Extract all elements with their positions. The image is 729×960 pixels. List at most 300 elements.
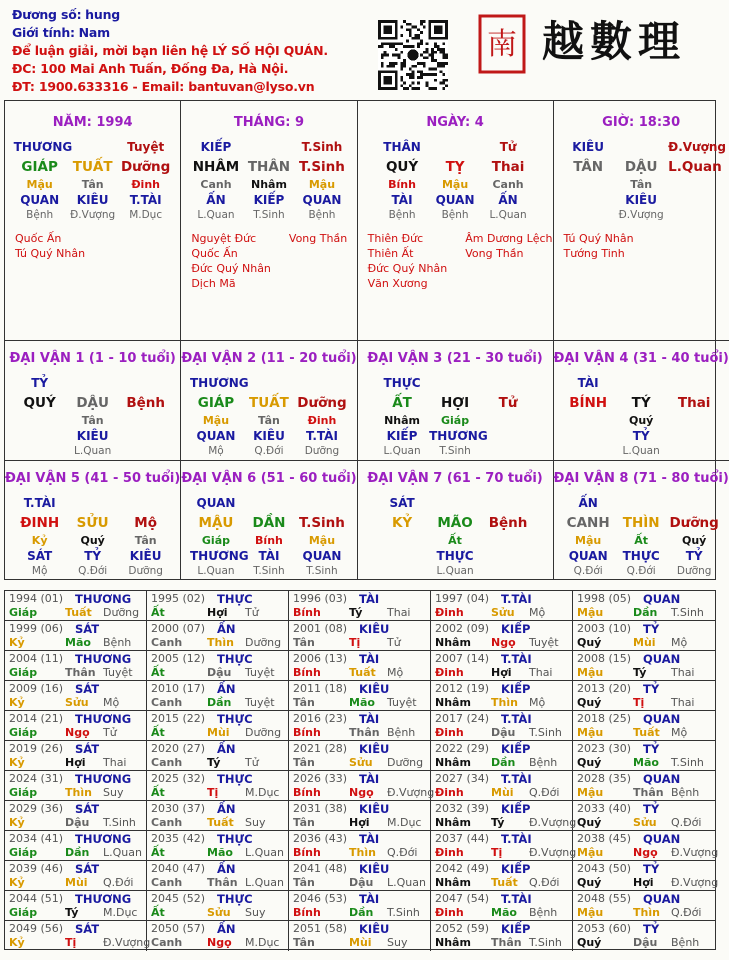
year-stage: Mộ xyxy=(529,696,546,709)
year-label: 2042 (49) xyxy=(435,862,490,875)
stem-branch-row-cell: TÂN xyxy=(573,159,604,175)
year-cell xyxy=(5,891,147,921)
dai-van-stem-row-cell: ẤT xyxy=(392,395,412,411)
year-cell xyxy=(147,861,289,891)
dai-van-stem-row-cell: SỬU xyxy=(76,515,109,531)
dai-van-stem-row-cell: TÝ xyxy=(631,395,651,411)
dai-van-hidden-god-row-cell: KIÊU xyxy=(76,428,109,443)
dai-van-stage-row-cell: Q.Đới xyxy=(78,565,108,577)
dai-van-god-row-cell: SÁT xyxy=(389,496,415,510)
year-branch: Tị xyxy=(349,636,361,649)
hidden-stem-row xyxy=(14,177,172,192)
stage-row-cell: T.Sinh xyxy=(253,209,285,221)
stem-branch-row-cell: THÂN xyxy=(247,159,291,175)
stem-branch-row-cell: QUÝ xyxy=(385,159,419,175)
dai-van-hidden-row-cell: Mậu xyxy=(575,534,602,547)
brand-logo xyxy=(478,6,708,76)
year-stage: Thai xyxy=(671,696,695,709)
dai-van-stem-row-cell: BÍNH xyxy=(569,395,608,411)
dai-van-stage-row-cell: T.Sinh xyxy=(253,565,285,577)
stem-branch-row xyxy=(376,157,534,177)
year-god: T.TÀI xyxy=(501,652,532,666)
year-label: 2049 (56) xyxy=(9,922,64,935)
year-stage: Bệnh xyxy=(671,786,700,799)
year-label: 2045 (52) xyxy=(151,892,206,905)
year-cell xyxy=(5,621,147,651)
star-item: Vong Thần xyxy=(465,247,524,260)
year-branch: Sửu xyxy=(633,816,657,829)
header-info xyxy=(12,6,352,96)
hidden-god-row-cell: KIÊU xyxy=(625,192,658,207)
dai-van-stem-row-cell: QUÝ xyxy=(23,395,56,411)
year-branch: Mão xyxy=(207,846,233,859)
dai-van-stem-row-cell: HỢI xyxy=(441,395,470,411)
year-label: 2046 (53) xyxy=(293,892,348,905)
hidden-stem-row xyxy=(190,177,348,192)
dai-van-god-row xyxy=(562,493,720,513)
ten-god-row-cell: THƯƠNG xyxy=(13,140,73,154)
stem-branch-row xyxy=(190,157,348,177)
dai-van-stem-row xyxy=(562,393,720,413)
dai-van-hidden-god-row xyxy=(190,428,348,443)
dai-van-hidden-god-row xyxy=(562,548,720,563)
year-stem: Mậu xyxy=(577,666,604,679)
year-label: 2011 (18) xyxy=(293,682,348,695)
year-god: THỰC xyxy=(217,832,253,846)
year-label: 2004 (11) xyxy=(9,652,64,665)
year-label: 1999 (06) xyxy=(9,622,64,635)
year-stem: Bính xyxy=(293,726,321,739)
year-god: THỰC xyxy=(217,592,253,606)
year-stage: T.Sinh xyxy=(671,606,704,619)
dai-van-stem-row-cell: Tử xyxy=(498,395,518,411)
dai-van-hidden-god-row xyxy=(190,548,348,563)
year-stem: Nhâm xyxy=(435,816,471,829)
year-label: 2029 (36) xyxy=(9,802,64,815)
year-branch: Thìn xyxy=(207,636,234,649)
year-stage: Đ.Vượng xyxy=(671,876,719,889)
year-stage: Q.Đới xyxy=(529,786,560,799)
year-god: KIẾP xyxy=(501,862,531,876)
dai-van-stage-row-cell: Q.Đới xyxy=(254,445,284,457)
dai-van-hidden-god-row-cell: KIÊU xyxy=(253,428,285,443)
hidden-god-row-cell: ẤN xyxy=(498,192,518,207)
dai-van-stage-row-cell: Dưỡng xyxy=(128,565,163,577)
hidden-stem-row xyxy=(376,177,534,192)
year-god: TỶ xyxy=(643,802,660,816)
stage-row xyxy=(376,207,534,223)
year-cell xyxy=(431,591,573,621)
dai-van-1 xyxy=(5,341,181,461)
year-cell xyxy=(289,621,431,651)
year-god: T.TÀI xyxy=(501,772,532,786)
year-god: QUAN xyxy=(643,892,681,906)
year-stem: Kỷ xyxy=(9,876,25,889)
year-stem: Kỷ xyxy=(9,936,25,949)
year-label: 2008 (15) xyxy=(577,652,632,665)
dai-van-hidden-god-row xyxy=(14,548,172,563)
year-stem: Canh xyxy=(151,696,183,709)
year-label: 1998 (05) xyxy=(577,592,632,605)
year-stem: Bính xyxy=(293,666,321,679)
dai-van-hidden-god-row-cell: THỰC xyxy=(436,548,474,563)
year-stage: Tử xyxy=(387,636,401,649)
year-stem: Mậu xyxy=(577,846,604,859)
year-cell xyxy=(573,771,715,801)
year-stage: Mộ xyxy=(529,606,546,619)
year-god: KIẾP xyxy=(501,922,531,936)
dai-van-stem-row-cell: DẬU xyxy=(76,395,109,411)
year-stage: Q.Đới xyxy=(671,816,702,829)
year-branch: Thân xyxy=(491,936,522,949)
owner-value: hung xyxy=(85,7,121,22)
stage-row-cell: L.Quan xyxy=(489,209,527,221)
year-label: 2035 (42) xyxy=(151,832,206,845)
year-branch: Hợi xyxy=(207,606,228,619)
dai-van-god-row xyxy=(190,373,348,393)
pillar-3 xyxy=(358,101,554,341)
dai-van-god-row-cell: THỰC xyxy=(383,376,421,390)
year-label: 2014 (21) xyxy=(9,712,64,725)
dai-van-stage-row xyxy=(562,443,720,459)
stem-branch-row-cell: Dưỡng xyxy=(120,159,171,175)
year-branch: Thân xyxy=(207,876,238,889)
year-cell xyxy=(147,891,289,921)
year-stem: Quý xyxy=(577,816,602,829)
phone-email-line: ĐT: 1900.633316 - Email: bantuvan@lyso.vn xyxy=(12,79,315,94)
year-stem: Kỷ xyxy=(9,636,25,649)
year-stage: Thai xyxy=(103,756,127,769)
year-label: 1997 (04) xyxy=(435,592,490,605)
dai-van-god-row-cell: T.TÀI xyxy=(23,496,56,510)
dai-van-hidden-row-cell: Bính xyxy=(255,534,283,547)
year-stem: Ất xyxy=(151,606,165,619)
star-item: Quốc Ấn xyxy=(191,247,238,260)
dai-van-god-row xyxy=(376,493,534,513)
hidden-god-row xyxy=(376,192,534,207)
year-cell xyxy=(289,681,431,711)
dai-van-stem-row-cell: Thai xyxy=(677,395,711,411)
stem-branch-row-cell: Thai xyxy=(491,159,525,175)
year-label: 2021 (28) xyxy=(293,742,348,755)
year-god: ẤN xyxy=(217,922,236,936)
star-list xyxy=(358,231,553,291)
year-god: THỰC xyxy=(217,892,253,906)
dai-van-hidden-god-row xyxy=(14,428,172,443)
year-stem: Tân xyxy=(293,816,315,829)
stage-row-cell: Đ.Vượng xyxy=(70,209,116,221)
year-stage: Suy xyxy=(103,786,124,799)
year-stem: Kỷ xyxy=(9,696,25,709)
year-label: 2041 (48) xyxy=(293,862,348,875)
dai-van-rows xyxy=(376,373,534,459)
year-cell xyxy=(431,801,577,831)
dai-van-title: ĐẠI VẬN 4 (31 - 40 tuổi) xyxy=(553,351,729,366)
year-stage: L.Quan xyxy=(387,876,426,889)
year-stem: Canh xyxy=(151,636,183,649)
year-god: THƯƠNG xyxy=(75,892,132,906)
dai-van-2 xyxy=(181,341,357,461)
year-branch: Dậu xyxy=(633,936,658,949)
dai-van-rows xyxy=(562,493,720,579)
year-branch: Sửu xyxy=(349,756,373,769)
year-cell xyxy=(147,621,289,651)
dai-van-stem-row-cell: Mộ xyxy=(134,515,158,531)
dai-van-rows xyxy=(14,373,172,459)
dai-van-stage-row-cell: Dưỡng xyxy=(304,445,340,457)
year-stem: Mậu xyxy=(577,606,604,619)
year-label: 2018 (25) xyxy=(577,712,632,725)
pillar-1 xyxy=(5,101,181,341)
dai-van-stem-row-cell: Dưỡng xyxy=(297,395,347,411)
year-god: KIÊU xyxy=(359,862,390,876)
year-label: 2003 (10) xyxy=(577,622,632,635)
dai-van-rows xyxy=(14,493,172,579)
year-label: 1994 (01) xyxy=(9,592,64,605)
year-label: 2012 (19) xyxy=(435,682,490,695)
year-branch: Sửu xyxy=(207,906,231,919)
hidden-god-row-cell: QUAN xyxy=(435,192,475,207)
year-stem: Ất xyxy=(151,666,165,679)
hidden-god-row xyxy=(190,192,348,207)
year-god: TỶ xyxy=(643,862,660,876)
hidden-stem-row-cell: Tân xyxy=(81,178,104,191)
year-stem: Nhâm xyxy=(435,936,471,949)
dai-van-hidden-row-cell: Quý xyxy=(681,534,707,547)
ten-god-row xyxy=(14,137,172,157)
year-stage: Bệnh xyxy=(529,906,558,919)
year-god: T.TÀI xyxy=(501,832,532,846)
year-label: 2017 (24) xyxy=(435,712,490,725)
year-god: TỶ xyxy=(643,622,660,636)
year-god: SÁT xyxy=(75,742,100,756)
year-cell xyxy=(573,921,715,951)
year-stem: Đinh xyxy=(435,786,464,799)
year-god: KIÊU xyxy=(359,622,390,636)
year-cell xyxy=(147,921,289,951)
star-column xyxy=(15,231,85,261)
year-stage: Q.Đới xyxy=(671,906,702,919)
year-god: QUAN xyxy=(643,712,681,726)
year-stem: Bính xyxy=(293,786,321,799)
pillar-title: NGÀY: 4 xyxy=(426,115,484,130)
hidden-stem-row xyxy=(562,177,720,192)
dai-van-stage-row-cell: L.Quan xyxy=(622,445,660,457)
dai-van-hidden-row-cell: Tân xyxy=(258,414,280,427)
year-branch: Tị xyxy=(491,846,503,859)
qr-code-icon[interactable] xyxy=(378,20,448,90)
year-label: 2031 (38) xyxy=(293,802,348,815)
year-stage: Q.Đới xyxy=(387,846,418,859)
dai-van-hidden-row-cell: Mậu xyxy=(308,534,336,547)
year-god: KIẾP xyxy=(501,682,531,696)
hidden-god-row-cell: QUAN xyxy=(302,192,342,207)
year-label: 2013 (20) xyxy=(577,682,632,695)
year-branch: Tý xyxy=(491,816,505,829)
stem-branch-row-cell: NHÂM xyxy=(192,159,240,175)
year-god: THỰC xyxy=(217,652,253,666)
year-stem: Canh xyxy=(151,936,183,949)
year-god: QUAN xyxy=(643,592,681,606)
year-branch: Tý xyxy=(65,906,79,919)
year-label: 2040 (47) xyxy=(151,862,206,875)
dai-van-hidden-row xyxy=(376,533,534,548)
year-stage: Đ.Vượng xyxy=(671,846,719,859)
year-label: 2028 (35) xyxy=(577,772,632,785)
year-cell xyxy=(5,681,147,711)
year-cell xyxy=(573,651,715,681)
year-stem: Quý xyxy=(577,936,602,949)
year-label: 2037 (44) xyxy=(435,832,490,845)
year-branch: Mão xyxy=(633,756,659,769)
year-stem: Đinh xyxy=(435,606,464,619)
year-branch: Tý xyxy=(207,756,221,769)
dai-van-hidden-row-cell: Quý xyxy=(628,414,654,427)
year-label: 2000 (07) xyxy=(151,622,206,635)
year-label: 2036 (43) xyxy=(293,832,348,845)
year-cell xyxy=(5,591,147,621)
dai-van-stem-row xyxy=(14,513,172,533)
year-stage: L.Quan xyxy=(245,876,284,889)
star-column xyxy=(368,231,448,291)
dai-van-stem-row-cell: Bệnh xyxy=(126,395,165,411)
year-stem: Đinh xyxy=(435,846,464,859)
year-label: 2016 (23) xyxy=(293,712,348,725)
dai-van-title: ĐẠI VẬN 7 (61 - 70 tuổi) xyxy=(367,471,543,486)
dai-van-stem-row-cell: KỶ xyxy=(391,515,413,531)
dai-van-hidden-god-row-cell: QUAN xyxy=(196,428,236,443)
year-cell xyxy=(573,681,715,711)
dai-van-hidden-row-cell: Đinh xyxy=(307,414,337,427)
year-stage: Suy xyxy=(245,906,266,919)
dai-van-hidden-row-cell: Giáp xyxy=(201,534,231,547)
year-stage: Đ.Vượng xyxy=(103,936,151,949)
year-cell xyxy=(573,861,719,891)
year-stage: M.Dục xyxy=(245,936,280,949)
year-stage: Tuyệt xyxy=(103,666,133,679)
year-cell xyxy=(573,621,715,651)
dai-van-stage-row-cell: Mộ xyxy=(31,565,48,577)
dai-van-hidden-god-row-cell: THƯƠNG xyxy=(429,428,488,443)
dai-van-god-row-cell: ẤN xyxy=(578,496,598,510)
year-branch: Mùi xyxy=(491,786,514,799)
year-cell xyxy=(289,891,431,921)
year-stage: Đ.Vượng xyxy=(529,816,577,829)
year-stage: Tuyệt xyxy=(245,666,275,679)
year-stage: Tử xyxy=(245,756,259,769)
dai-van-3 xyxy=(358,341,554,461)
year-cell xyxy=(573,711,715,741)
year-cell xyxy=(147,711,289,741)
dai-van-stem-row xyxy=(376,513,534,533)
year-stage: Mộ xyxy=(103,696,120,709)
hidden-god-row-cell: QUAN xyxy=(20,192,60,207)
year-stem: Nhâm xyxy=(435,696,471,709)
year-stem: Ất xyxy=(151,726,165,739)
pillar-4 xyxy=(554,101,729,341)
year-god: ẤN xyxy=(217,742,236,756)
hidden-god-row-cell: TÀI xyxy=(391,192,413,207)
year-god: TÀI xyxy=(359,652,380,666)
dai-van-stem-row-cell: DẦN xyxy=(252,515,286,531)
year-stem: Mậu xyxy=(577,726,604,739)
hidden-god-row xyxy=(562,192,720,207)
year-cell xyxy=(5,651,147,681)
dai-van-god-row-cell: QUAN xyxy=(196,496,236,510)
year-stage: Dưỡng xyxy=(245,726,282,739)
year-label: 2010 (17) xyxy=(151,682,206,695)
year-label: 2034 (41) xyxy=(9,832,64,845)
year-god: ẤN xyxy=(217,622,236,636)
year-branch: Dậu xyxy=(65,816,90,829)
dai-van-stem-row xyxy=(562,513,720,533)
year-stage: Q.Đới xyxy=(529,876,560,889)
year-cell xyxy=(431,741,573,771)
year-god: KIẾP xyxy=(501,622,531,636)
stage-row-cell: Đ.Vượng xyxy=(618,209,664,221)
stem-branch-row xyxy=(562,157,720,177)
year-cell xyxy=(573,891,715,921)
dai-van-title: ĐẠI VẬN 8 (71 - 80 tuổi) xyxy=(553,471,729,486)
year-branch: Mão xyxy=(491,906,517,919)
year-stem: Canh xyxy=(151,756,183,769)
year-cell xyxy=(431,891,573,921)
year-stem: Giáp xyxy=(9,726,38,739)
year-god: THỰC xyxy=(217,712,253,726)
year-god: TỶ xyxy=(643,922,660,936)
year-branch: Tý xyxy=(633,666,647,679)
year-god: KIÊU xyxy=(359,802,390,816)
dai-van-hidden-god-row-cell: TỶ xyxy=(84,548,102,563)
year-stage: Tử xyxy=(103,726,117,739)
year-god: KIÊU xyxy=(359,922,390,936)
star-item: Thiên Đức xyxy=(367,232,424,245)
year-stem: Quý xyxy=(577,696,602,709)
dai-van-hidden-god-row-cell: SÁT xyxy=(27,548,53,563)
pillar-rows xyxy=(14,137,172,223)
year-stage: T.Sinh xyxy=(529,726,562,739)
gender-value: Nam xyxy=(78,25,110,40)
year-stem: Đinh xyxy=(435,906,464,919)
hidden-stem-row-cell: Đinh xyxy=(131,178,160,191)
hidden-stem-row-cell: Canh xyxy=(492,178,524,191)
dai-van-god-row xyxy=(190,493,348,513)
year-branch: Dậu xyxy=(491,726,516,739)
dai-van-stem-row xyxy=(14,393,172,413)
year-god: ẤN xyxy=(217,862,236,876)
ten-god-row-cell: Tử xyxy=(499,140,517,154)
year-cell xyxy=(573,741,715,771)
year-label: 2033 (40) xyxy=(577,802,632,815)
year-cell xyxy=(289,771,435,801)
year-cell xyxy=(5,711,147,741)
dai-van-rows xyxy=(562,373,720,459)
year-label: 2020 (27) xyxy=(151,742,206,755)
year-cell xyxy=(573,591,715,621)
year-stage: Tử xyxy=(245,606,259,619)
year-branch: Dần xyxy=(349,906,374,919)
year-stem: Tân xyxy=(293,936,315,949)
ten-god-row xyxy=(562,137,726,157)
year-stem: Giáp xyxy=(9,666,38,679)
hidden-god-row-cell: ẤN xyxy=(206,192,226,207)
year-god: TỶ xyxy=(643,742,660,756)
year-label: 2025 (32) xyxy=(151,772,206,785)
year-cell xyxy=(289,861,431,891)
dai-van-stage-row-cell: L.Quan xyxy=(197,565,235,577)
year-branch: Thìn xyxy=(65,786,92,799)
dai-van-hidden-god-row-cell: QUAN xyxy=(568,548,608,563)
